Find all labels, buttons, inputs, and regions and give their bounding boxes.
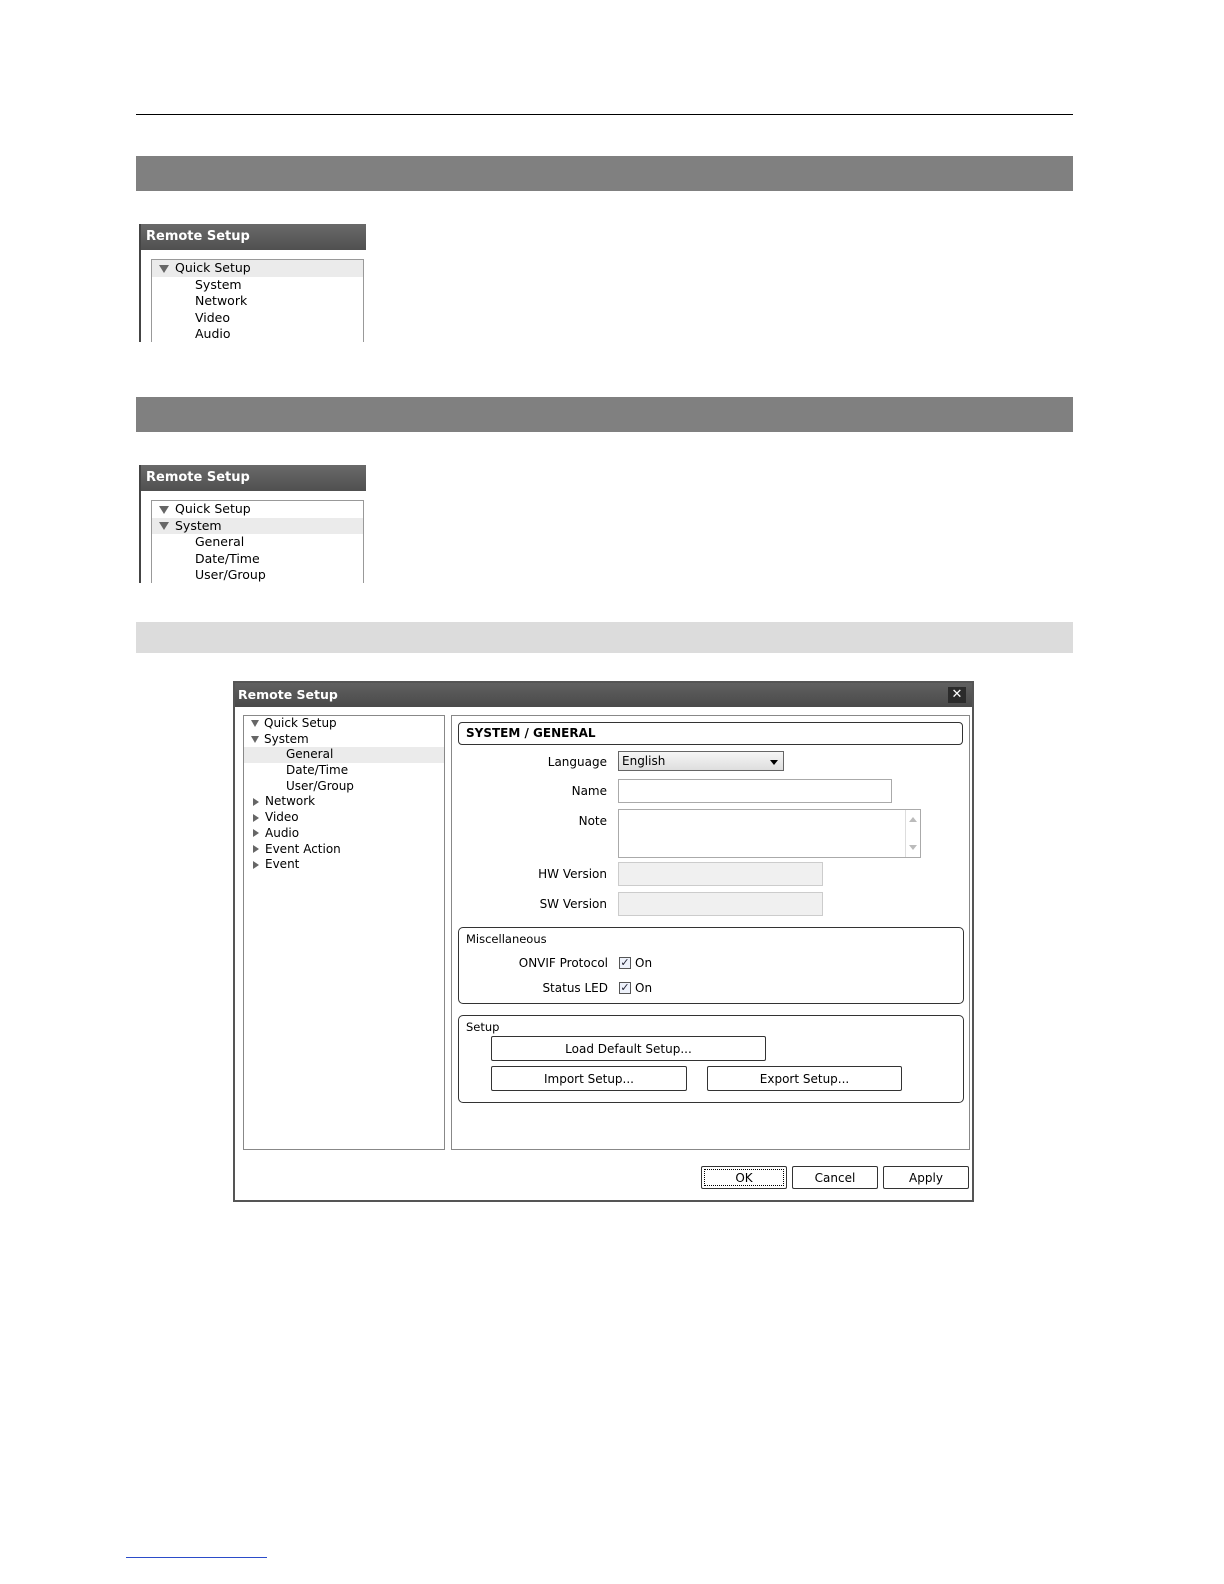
- tree-item-quick-setup[interactable]: Quick Setup: [152, 260, 363, 277]
- onvif-label: ONVIF Protocol: [518, 956, 608, 970]
- name-label: Name: [571, 784, 607, 798]
- hw-version-field: [618, 862, 823, 886]
- tree-item-datetime[interactable]: Date/Time: [286, 763, 349, 778]
- import-setup-button[interactable]: Import Setup...: [491, 1066, 687, 1091]
- tree-item-network[interactable]: Network: [195, 293, 248, 309]
- tree-item-system[interactable]: System: [244, 732, 444, 748]
- language-select[interactable]: [618, 751, 784, 771]
- dialog-title: Remote Setup: [235, 683, 972, 707]
- hw-version-label: HW Version: [538, 867, 607, 881]
- ok-button[interactable]: OK: [701, 1166, 787, 1189]
- tree-item-system[interactable]: System: [152, 518, 363, 535]
- collapsed-arrow-icon: [253, 798, 259, 806]
- miscellaneous-title: Miscellaneous: [466, 932, 547, 946]
- close-icon[interactable]: ✕: [948, 687, 966, 703]
- tree-item-system[interactable]: System: [195, 276, 242, 292]
- collapsed-arrow-icon: [253, 814, 259, 822]
- language-value: English: [622, 754, 666, 768]
- tree-item-general[interactable]: General: [195, 534, 245, 550]
- mini-tree-list: [151, 259, 364, 342]
- tree-item-datetime[interactable]: Date/Time: [195, 550, 260, 566]
- note-scrollbar[interactable]: [905, 810, 920, 857]
- tree-item-audio[interactable]: Audio: [244, 826, 444, 842]
- note-label: Note: [578, 814, 607, 828]
- name-input[interactable]: [618, 779, 892, 803]
- panel-title: SYSTEM / GENERAL: [458, 722, 963, 745]
- export-setup-button[interactable]: Export Setup...: [707, 1066, 902, 1091]
- expanded-arrow-icon: [251, 736, 259, 743]
- setup-group: [458, 1015, 964, 1103]
- status-led-label: Status LED: [542, 981, 608, 995]
- status-led-checkbox[interactable]: ✓: [620, 981, 630, 994]
- tree-item-network[interactable]: Network: [244, 794, 444, 810]
- load-default-setup-button[interactable]: Load Default Setup...: [491, 1036, 766, 1061]
- tree-item-general[interactable]: General: [244, 747, 444, 763]
- mini-tree-title: Remote Setup: [141, 224, 366, 250]
- tree-item-usergroup[interactable]: User/Group: [286, 778, 354, 793]
- onvif-checkbox[interactable]: ✓: [620, 956, 630, 969]
- language-label: Language: [547, 755, 607, 769]
- tree-item-quick-setup[interactable]: Quick Setup: [244, 716, 444, 732]
- tree-item-quick-setup[interactable]: Quick Setup: [152, 501, 363, 518]
- footer-link-underline: [126, 1557, 267, 1558]
- mini-tree-list: [151, 500, 364, 583]
- expanded-arrow-icon: [159, 522, 169, 530]
- section-band-1: [136, 156, 1073, 191]
- tree-item-event-action[interactable]: Event Action: [244, 842, 444, 858]
- sw-version-label: SW Version: [539, 897, 607, 911]
- tree-item-video[interactable]: Video: [244, 810, 444, 826]
- status-led-on-label: On: [635, 981, 653, 995]
- tree-item-usergroup[interactable]: User/Group: [195, 567, 266, 583]
- mini-tree-title: Remote Setup: [141, 465, 366, 491]
- scroll-down-icon: [909, 845, 917, 850]
- remote-setup-dialog: [233, 681, 974, 1202]
- expanded-arrow-icon: [159, 265, 169, 273]
- miscellaneous-group: [458, 927, 964, 1004]
- tree-item-event[interactable]: Event: [244, 857, 444, 873]
- section-band-3: [136, 622, 1073, 653]
- cancel-button[interactable]: Cancel: [792, 1166, 878, 1189]
- note-textarea[interactable]: [618, 809, 921, 858]
- mini-tree-system: [139, 465, 366, 583]
- settings-panel: [451, 715, 970, 1150]
- collapsed-arrow-icon: [253, 829, 259, 837]
- expanded-arrow-icon: [251, 720, 259, 727]
- chevron-down-icon: [770, 760, 778, 765]
- scroll-up-icon: [909, 817, 917, 822]
- header-rule: [136, 114, 1073, 115]
- tree-item-video[interactable]: Video: [195, 309, 231, 325]
- sw-version-field: [618, 892, 823, 916]
- expanded-arrow-icon: [159, 506, 169, 514]
- tree-item-audio[interactable]: Audio: [195, 326, 231, 342]
- apply-button[interactable]: Apply: [883, 1166, 969, 1189]
- collapsed-arrow-icon: [253, 861, 259, 869]
- section-band-2: [136, 397, 1073, 432]
- collapsed-arrow-icon: [253, 845, 259, 853]
- setup-tree: [243, 715, 445, 1150]
- setup-title: Setup: [466, 1020, 500, 1034]
- mini-tree-quick-setup: [139, 224, 366, 342]
- onvif-on-label: On: [635, 956, 653, 970]
